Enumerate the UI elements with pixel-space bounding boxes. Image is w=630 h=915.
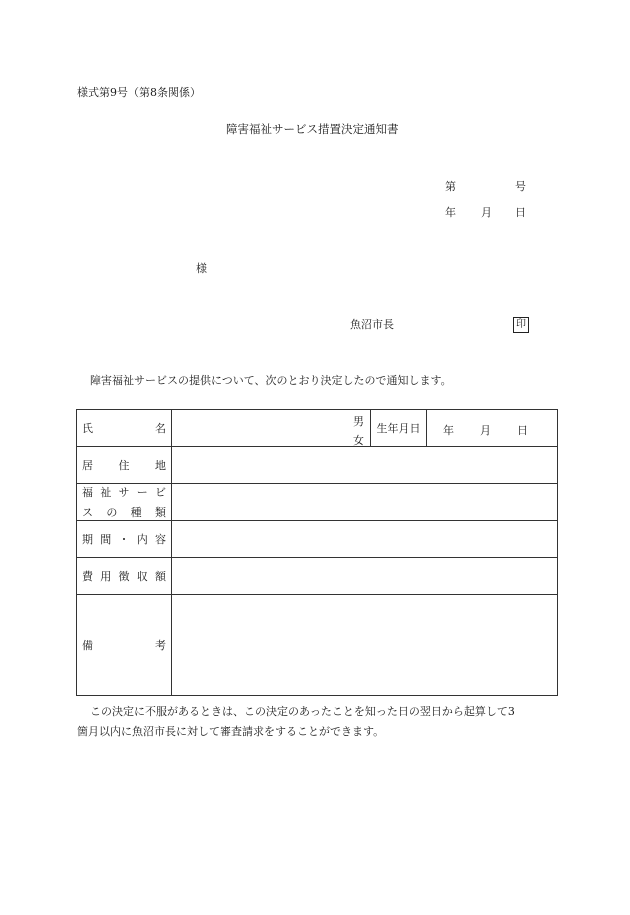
birthdate-month: 月 [480,424,491,437]
service-type-row [77,484,558,521]
service-type-char: の [106,506,118,519]
period-value-cell[interactable] [172,521,558,558]
period-label-char: 内 [136,533,148,546]
form-number: 様式第9号（第8条関係） [77,86,201,99]
birthdate-day: 日 [517,424,528,437]
service-type-char: 福 [82,486,93,499]
remarks-value-cell[interactable] [172,595,558,696]
service-type-value-cell[interactable] [172,484,558,521]
document-title: 障害福祉サービス措置決定通知書 [226,122,399,136]
period-label [77,521,172,558]
date-year: 年 [445,206,456,219]
fee-label-char: 費 [82,570,93,583]
address-label-char: 住 [118,459,130,472]
period-label-char: 容 [155,533,166,546]
issuer-name: 魚沼市長 [350,318,394,331]
name-label-char: 名 [155,422,166,435]
service-type-char: ビ [155,486,166,499]
period-label-char: 期 [82,533,93,546]
service-type-char: サ [118,486,130,499]
decision-table [76,409,558,696]
fee-label-char: 額 [155,570,166,583]
period-row [77,521,558,558]
name-label-char: 氏 [82,422,93,435]
intro-text: 障害福祉サービスの提供について、次のとおり決定したので通知します。 [90,374,452,387]
sex-male[interactable]: 男 [353,415,364,428]
remarks-row [77,595,558,696]
fee-label-char: 用 [100,570,112,583]
fee-value-cell[interactable] [172,558,558,595]
addressee-suffix: 様 [196,262,207,275]
address-value-cell[interactable] [172,447,558,484]
fee-row [77,558,558,595]
name-value-cell[interactable] [172,410,371,447]
seal-mark: 印 [513,317,529,333]
name-label [77,410,172,447]
fee-label-char: 徴 [118,570,130,583]
remarks-label [77,595,172,696]
period-label-char: ・ [118,533,130,546]
service-type-char: 種 [130,506,142,519]
service-type-char: 類 [154,506,166,519]
service-type-char: ー [136,486,148,499]
birthdate-year: 年 [443,424,454,437]
service-type-char: 祉 [100,486,112,499]
remarks-label-char: 考 [155,639,166,652]
service-type-char: ス [82,506,93,519]
address-row [77,447,558,484]
fee-label [77,558,172,595]
appeal-note-line1: この決定に不服があるときは、この決定のあったことを知った日の翌日から起算して3 [90,705,515,718]
address-label [77,447,172,484]
service-type-label [77,484,172,521]
address-label-char: 居 [82,459,93,472]
sex-female[interactable]: 女 [353,434,364,447]
date-day: 日 [515,206,526,219]
fee-label-char: 収 [136,570,148,583]
doc-number-suffix: 号 [515,180,526,193]
birthdate-label: 生年月日 [371,410,427,447]
date-month: 月 [481,206,492,219]
name-row [77,410,558,447]
appeal-note-line2: 箇月以内に魚沼市長に対して審査請求をすることができます。 [77,725,385,738]
remarks-label-char: 備 [82,639,93,652]
period-label-char: 間 [100,533,112,546]
address-label-char: 地 [155,459,166,472]
doc-number-prefix: 第 [445,180,456,193]
birthdate-value-cell[interactable] [427,410,558,447]
